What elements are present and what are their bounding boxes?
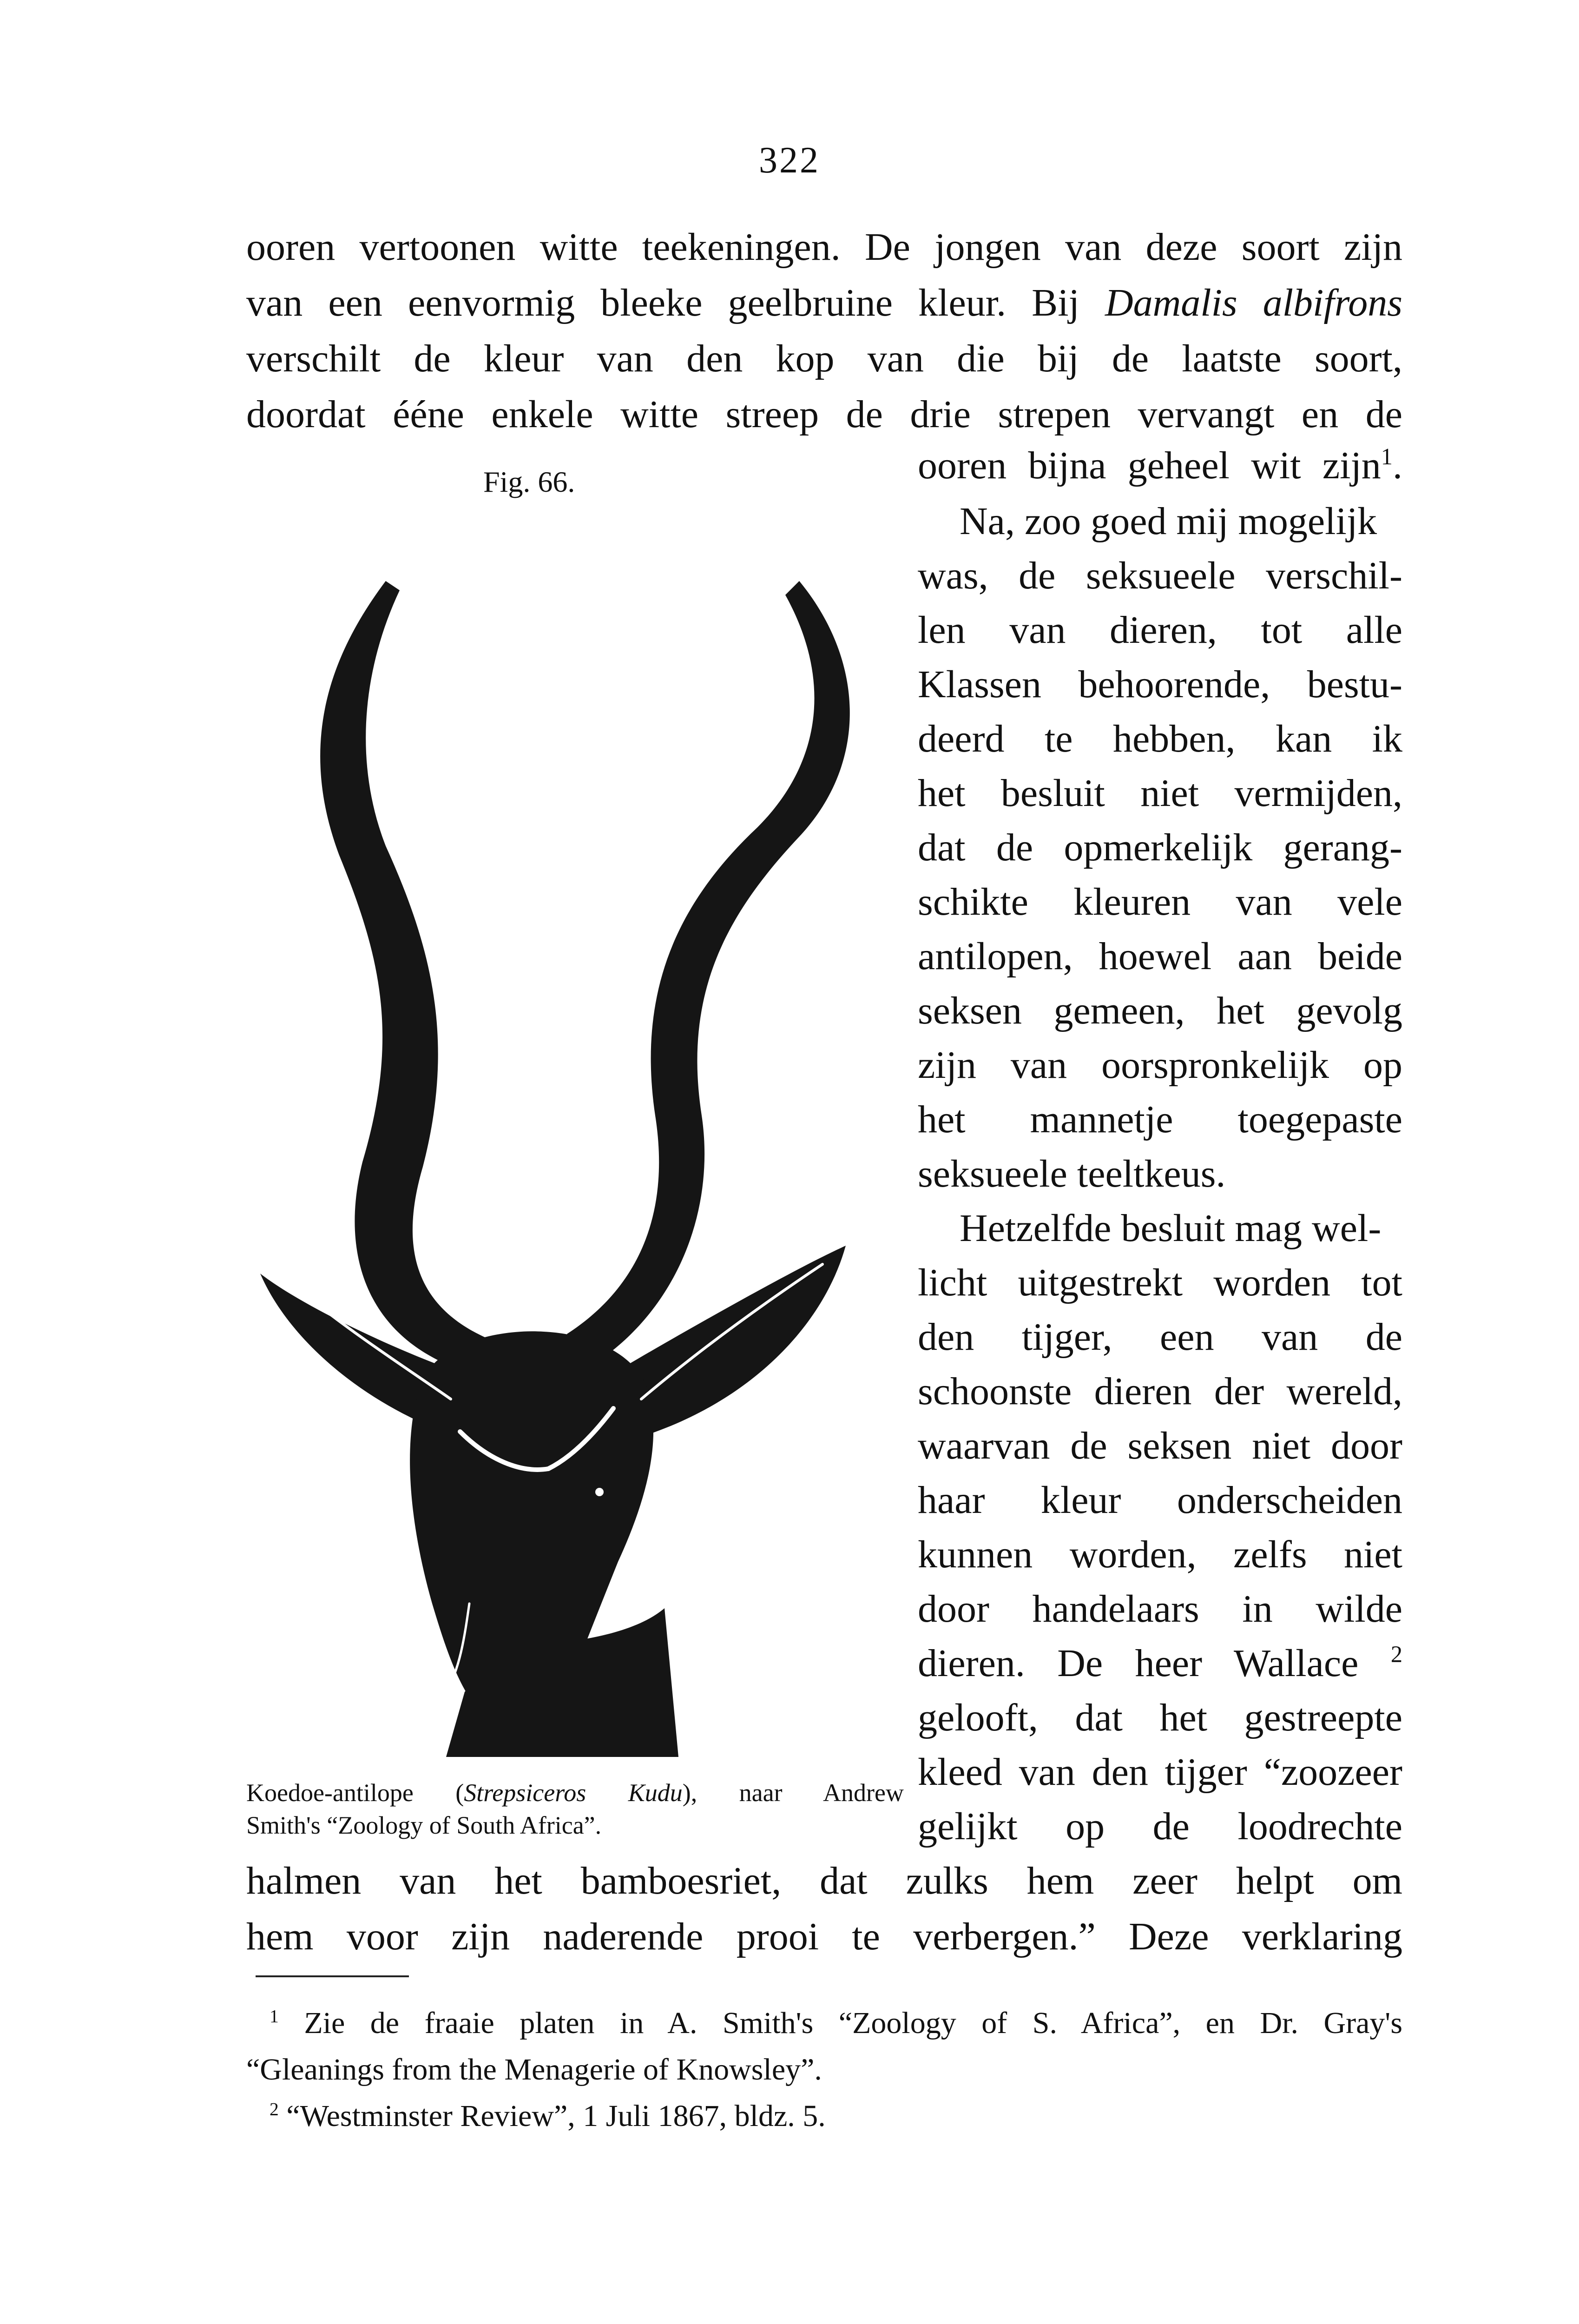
side-line: Na, zoo goed mij mogelijk [960,500,1377,543]
side-line: Hetzelfde besluit mag wel- [960,1207,1382,1250]
side-line: waarvan de seksen niet door [918,1424,1402,1467]
body-line-1: ooren vertoonen witte teekeningen. De jongen van deze soort zijn [246,225,1402,269]
body-line-bottom-1: halmen van het bamboesriet, dat zulks hem zeer helpt om [246,1859,1402,1902]
side-line [918,1641,1403,1685]
side-line: dat de opmerkelijk gerang- [918,826,1402,869]
body-line-2 [246,281,1402,324]
side-line: het besluit niet vermijden, [918,772,1402,815]
side-line: antilopen, hoewel aan beide [918,935,1402,978]
body-line-3: verschilt de kleur van den kop van die bij de laatste soort, [246,337,1402,380]
side-line: den tijger, een van de [918,1315,1402,1359]
side-line: schoonste dieren der wereld, [918,1370,1402,1413]
page-number: 322 [759,140,820,181]
side-line: Klassen behoorende, bestu- [918,663,1402,706]
side-line-first [918,443,1402,487]
side-line: deerd te hebben, kan ik [918,717,1402,760]
side-line: gelijkt op de loodrechte [918,1805,1402,1848]
side-line: len van dieren, tot alle [918,608,1402,652]
species-name-damalis: Damalis albifrons [1105,281,1402,324]
side-line: het mannetje toegepaste [918,1098,1402,1141]
caption-post: ), naar Andrew [682,1779,904,1807]
side-line: gelooft, dat het gestreepte [918,1696,1402,1739]
figure-caption-line-2: Smith's “Zoology of South Africa”. [246,1811,602,1839]
footnote-1-mark: 1 [270,2006,279,2027]
figure-label: Fig. 66. [483,465,575,498]
side-line-text: dieren. De heer Wallace [918,1642,1359,1685]
side-line-first-post: . [1393,444,1402,487]
footnote-1-continued: “Gleanings from the Menagerie of Knowsley”. [246,2053,822,2086]
caption-pre: Koedoe-antilope ( [246,1779,464,1807]
body-line-4: doordat ééne enkele witte streep de drie strepen vervangt en de [246,393,1402,436]
footnote-2-text: “Westminster Review”, 1 Juli 1867, bldz. 5. [286,2099,826,2133]
side-line: schikte kleuren van vele [918,880,1402,924]
side-line: seksueele teeltkeus. [918,1152,1226,1195]
footnote-2-mark: 2 [270,2099,279,2119]
figure-caption-line-1 [246,1780,904,1805]
footnote-1-text: Zie de fraaie platen in A. Smith's “Zoology of S. Africa”, en Dr. Gray's [304,2006,1403,2040]
side-line: licht uitgestrekt worden tot [918,1261,1402,1304]
footnote-2 [270,2101,826,2132]
footnote-1 [270,2008,1402,2039]
body-line-bottom-2: hem voor zijn naderende prooi te verbergen.” Deze verklaring [246,1915,1402,1958]
side-line: was, de seksueele verschil- [918,554,1402,597]
side-line: door handelaars in wilde [918,1587,1402,1631]
footnote-ref-2: 2 [1390,1641,1403,1667]
side-line: haar kleur onderscheiden [918,1479,1402,1522]
kudu-head-illustration [246,502,920,1766]
side-line: seksen gemeen, het gevolg [918,989,1402,1032]
footnote-divider [256,1975,409,1977]
side-line: kleed van den tijger “zoozeer [918,1750,1402,1794]
side-line: zijn van oorspronkelijk op [918,1043,1402,1087]
caption-species: Strepsiceros Kudu [464,1779,683,1807]
body-line-2-text: van een eenvormig bleeke geelbruine kleur. Bij [246,281,1105,324]
footnote-ref-1: 1 [1381,443,1393,469]
side-line-first-text: ooren bijna geheel wit zijn [918,444,1381,487]
side-line: kunnen worden, zelfs niet [918,1533,1402,1576]
